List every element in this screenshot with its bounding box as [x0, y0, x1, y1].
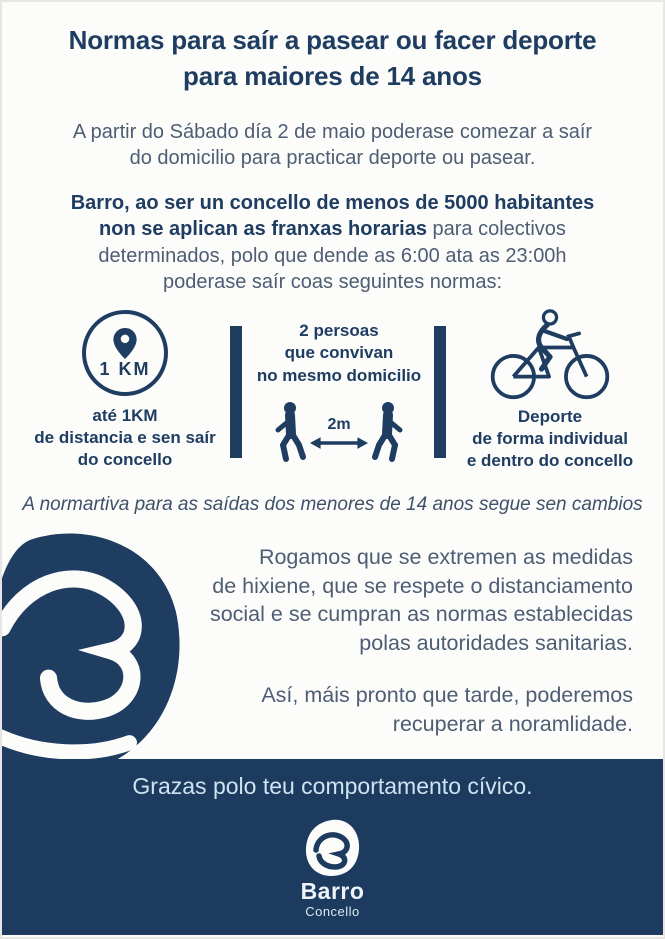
- barro-logo-icon: [303, 819, 363, 877]
- rules-bold-line-1: Barro, ao ser un concello de menos de 5000 habitantes: [70, 192, 595, 214]
- distance-arrow-group: [307, 417, 371, 465]
- rules-line-3: determinados, polo que dende as 6:00 ata as 23:00h: [98, 244, 567, 267]
- footer-band: [2, 759, 663, 935]
- rules-bold-line-2: non se aplican as franxas horarias: [99, 218, 427, 241]
- title-line-1: Normas para saír a pasear ou facer deporte: [68, 25, 597, 55]
- page-title: [2, 22, 663, 95]
- distance-rule-label: até 1KM de distancia e sen saír do concello: [34, 406, 216, 469]
- one-km-badge-label: 1 KM: [99, 359, 151, 379]
- sport-rule-label: Deporte de forma individual e dentro do concello: [466, 407, 634, 470]
- one-km-badge: [82, 310, 168, 396]
- rules-rest-line-2: para colectivos: [426, 218, 566, 241]
- double-arrow-icon: [308, 435, 370, 451]
- minors-note: A normartiva para as saídas dos menores de 14 anos segue sen cambios: [22, 494, 643, 515]
- rules-line-4: poderase saír coas seguintes normas:: [162, 271, 503, 294]
- location-pin-icon: [113, 328, 137, 359]
- rule-sport-column: [450, 308, 650, 471]
- title-line-2: para maiores de 14 anos: [183, 61, 482, 92]
- intro-line-1: A partir do Sábado día 2 de maio poderase comezar a saír: [72, 121, 593, 143]
- people-rule-label: 2 persoas que convivan no mesmo domicilio: [256, 321, 422, 385]
- thanks-message: Grazas polo teu comportamento cívico.: [132, 773, 533, 799]
- column-divider-right: [434, 326, 446, 458]
- rule-people-column: [250, 320, 428, 465]
- rule-distance-column: [20, 310, 230, 470]
- closing-paragraphs: [153, 543, 633, 739]
- barro-concello-logo: [2, 819, 663, 918]
- intro-line-2: do domicilio para practicar deporte ou pasear.: [129, 147, 536, 170]
- walking-person-left-icon: [273, 401, 307, 465]
- pedestrians-distance-icon: [250, 401, 428, 465]
- rules-paragraph: [2, 190, 663, 296]
- hygiene-paragraph: Rogamos que se extremen as medidas de hixiene, que se respete o distanciamento social e se cumpran as normas establecidas polas autoridades sanitarias.: [209, 545, 633, 655]
- logo-subtitle-text: Concello: [305, 904, 360, 919]
- normality-paragraph: Así, máis pronto que tarde, poderemos recuperar a noramlidade.: [261, 683, 633, 736]
- cyclist-icon: [488, 308, 612, 402]
- logo-name-text: Barro: [300, 878, 365, 904]
- column-divider-left: [230, 326, 242, 458]
- walking-person-right-icon: [371, 401, 405, 465]
- intro-paragraph: [2, 119, 663, 172]
- distance-value-label: 2m: [327, 416, 351, 434]
